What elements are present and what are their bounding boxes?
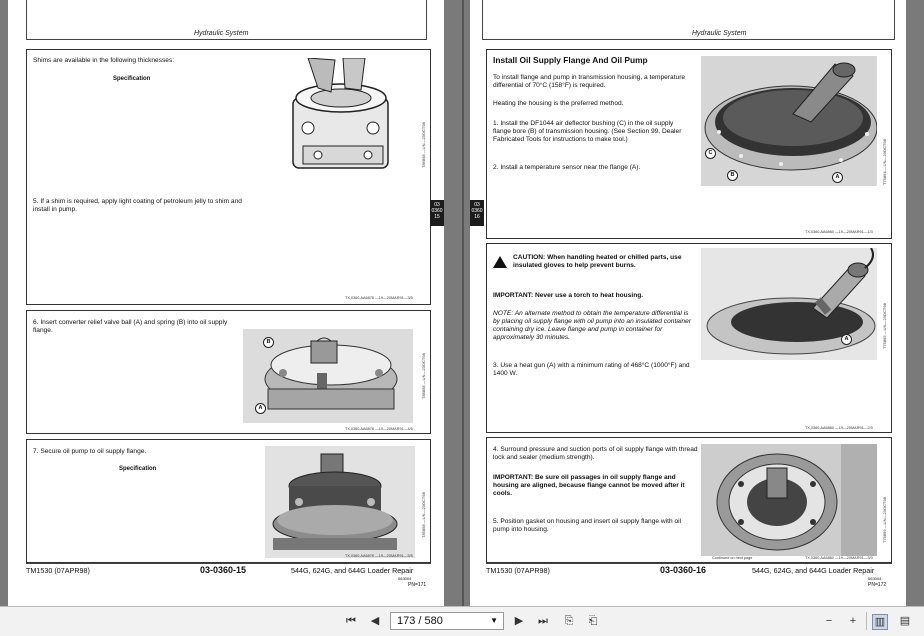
doc-ref: TX,0360,AA6860 —19—20MAR91—2/3 bbox=[805, 426, 873, 430]
two-page-view-icon[interactable]: ▥ bbox=[872, 614, 888, 630]
header-tick bbox=[482, 0, 483, 40]
footer-page-number: 03-0360-16 bbox=[660, 565, 707, 575]
relief-valve-box bbox=[26, 310, 431, 434]
spec-title: Specification bbox=[119, 466, 157, 472]
go-forward-icon[interactable]: ⎗ bbox=[588, 615, 598, 627]
callout-b: B bbox=[727, 170, 738, 181]
step-5-text: 5. Position gasket on housing and insert oil supply flange with oil pump into housing. bbox=[493, 518, 682, 534]
right-page bbox=[470, 0, 906, 606]
step-3-text: 3. Use a heat gun (A) with a minimum rating of 468°C (1000°F) and 1400 W. bbox=[493, 362, 690, 378]
caution-icon bbox=[493, 256, 507, 268]
footer-manual-id: TM1530 (07APR98) bbox=[486, 566, 550, 575]
footer-code: 063004 bbox=[868, 576, 882, 581]
go-back-icon[interactable]: ⎘ bbox=[564, 615, 574, 627]
zoom-in-icon[interactable]: + bbox=[849, 615, 857, 627]
next-page-icon[interactable]: ▶ bbox=[514, 615, 524, 627]
pdf-toolbar bbox=[0, 606, 924, 636]
prev-page-icon[interactable]: ◀ bbox=[370, 615, 380, 627]
heating-text: Heating the housing is the preferred method. bbox=[493, 100, 624, 107]
callout-b: B bbox=[263, 337, 274, 348]
flange-bore-photo bbox=[701, 56, 877, 186]
footer-title: 544G, 624G, and 644G Loader Repair bbox=[752, 566, 875, 575]
step-7-text: 7. Secure oil pump to oil supply flange. bbox=[33, 448, 147, 455]
chevron-down-icon: ▼ bbox=[490, 616, 498, 625]
first-page-icon[interactable]: ⏮ bbox=[346, 615, 356, 627]
shims-intro: Shims are available in the following thicknesses: bbox=[33, 57, 175, 64]
photo-id: T85858 —UN—23OCT98 bbox=[421, 492, 426, 538]
callout-a: A bbox=[255, 403, 266, 414]
footer-manual-id: TM1530 (07APR98) bbox=[26, 566, 90, 575]
footer-rule bbox=[486, 563, 892, 564]
page-divider bbox=[462, 0, 464, 606]
pump-flange-photo bbox=[265, 446, 415, 558]
doc-ref: TX,0360,AA6860 —19—20MAR91—3/3 bbox=[805, 556, 873, 560]
doc-ref: TX,0360,AA6878 —19—20MAR91—5/5 bbox=[345, 554, 413, 558]
heating-box bbox=[486, 243, 892, 433]
footer-pn: PN=172 bbox=[868, 582, 887, 588]
shims-box bbox=[26, 49, 431, 305]
pump-shim-photo bbox=[273, 58, 413, 186]
header-rule bbox=[482, 39, 894, 40]
zoom-out-icon[interactable]: − bbox=[825, 615, 833, 627]
header-tick bbox=[26, 0, 27, 40]
spec-title: Specification bbox=[113, 76, 151, 82]
continued-note: Continued on next page bbox=[712, 556, 753, 560]
install-flange-box bbox=[486, 49, 892, 239]
important-text: IMPORTANT: Never use a torch to heat housing. bbox=[493, 292, 644, 299]
photo-id: T75899 —UN—23OCT98 bbox=[882, 497, 887, 543]
caution-text: CAUTION: When handling heated or chilled parts, use insulated gloves to help prevent burns. bbox=[513, 254, 682, 270]
footer-pn: PN=171 bbox=[408, 582, 427, 588]
step-1-text: 1. Install the DF1044 air deflector bushing (C) in the oil supply flange bore (B) of transmission housing. (See Section 99, Dealer Fabricated Tools for instructions to make tool.) bbox=[493, 120, 682, 144]
doc-ref: TX,0360,AA6878 —19—20MAR91—3/5 bbox=[345, 296, 413, 300]
footer-rule bbox=[26, 563, 431, 564]
page-header: Hydraulic System bbox=[194, 30, 249, 37]
section-tab: 03 0360 16 bbox=[470, 200, 484, 226]
heat-gun-photo bbox=[701, 248, 877, 360]
callout-a: A bbox=[832, 172, 843, 183]
left-page bbox=[8, 0, 444, 606]
step-6-text: 6. Insert converter relief valve ball (A) and spring (B) into oil supply flange. bbox=[33, 319, 228, 335]
footer-code: 063004 bbox=[398, 576, 412, 581]
doc-ref: TX,0360,AA6878 —19—20MAR91—4/5 bbox=[345, 427, 413, 431]
last-page-icon[interactable]: ⏭ bbox=[538, 615, 548, 627]
callout-a: A bbox=[841, 334, 852, 345]
doc-ref: TX,0360,AA6860 —19—20MAR91—1/3 bbox=[805, 230, 873, 234]
footer-title: 544G, 624G, and 644G Loader Repair bbox=[291, 566, 414, 575]
photo-id: T85858 —UN—23OCT98 bbox=[421, 122, 426, 168]
housing-gasket-photo bbox=[701, 444, 877, 556]
step-2-text: 2. Install a temperature sensor near the flange (A). bbox=[493, 164, 641, 171]
important-text: IMPORTANT: Be sure oil passages in oil supply flange and housing are aligned, because flange cannot be moved after it cools. bbox=[493, 474, 685, 498]
footer-page-number: 03-0360-15 bbox=[200, 565, 247, 575]
header-tick bbox=[894, 0, 895, 40]
secure-pump-box bbox=[26, 439, 431, 563]
page-display: 173 / 580 bbox=[397, 615, 443, 627]
header-rule bbox=[26, 39, 426, 40]
toolbar-separator bbox=[866, 612, 867, 630]
page-header: Hydraulic System bbox=[692, 30, 747, 37]
step-4-text: 4. Surround pressure and suction ports of oil supply flange with thread lock and sealer (medium strength). bbox=[493, 446, 698, 462]
photo-id: T75895 —UN—23OCT98 bbox=[882, 303, 887, 349]
intro-text: To install flange and pump in transmission housing, a temperature differential of 70°C (158°F) is required. bbox=[493, 74, 686, 90]
photo-id: T85858 —UN—23OCT98 bbox=[421, 353, 426, 399]
note-text: NOTE: An alternate method to obtain the temperature differential is by placing oil supply flange with oil pump into an insulated container containing dry ice. Leave flange and pump in container for approximately 30 minutes. bbox=[493, 310, 691, 342]
photo-id: T75894 —UN—23OCT98 bbox=[882, 139, 887, 185]
section-title: Install Oil Supply Flange And Oil Pump bbox=[493, 55, 648, 65]
step-5-text: 5. If a shim is required, apply light coating of petroleum jelly to shim and install in pump. bbox=[33, 198, 242, 214]
single-page-view-icon[interactable]: ▤ bbox=[899, 615, 911, 627]
callout-c: C bbox=[705, 148, 716, 159]
page-selector[interactable] bbox=[390, 612, 504, 630]
header-tick bbox=[426, 0, 427, 40]
position-gasket-box bbox=[486, 437, 892, 563]
section-tab: 03 0360 15 bbox=[430, 200, 444, 226]
